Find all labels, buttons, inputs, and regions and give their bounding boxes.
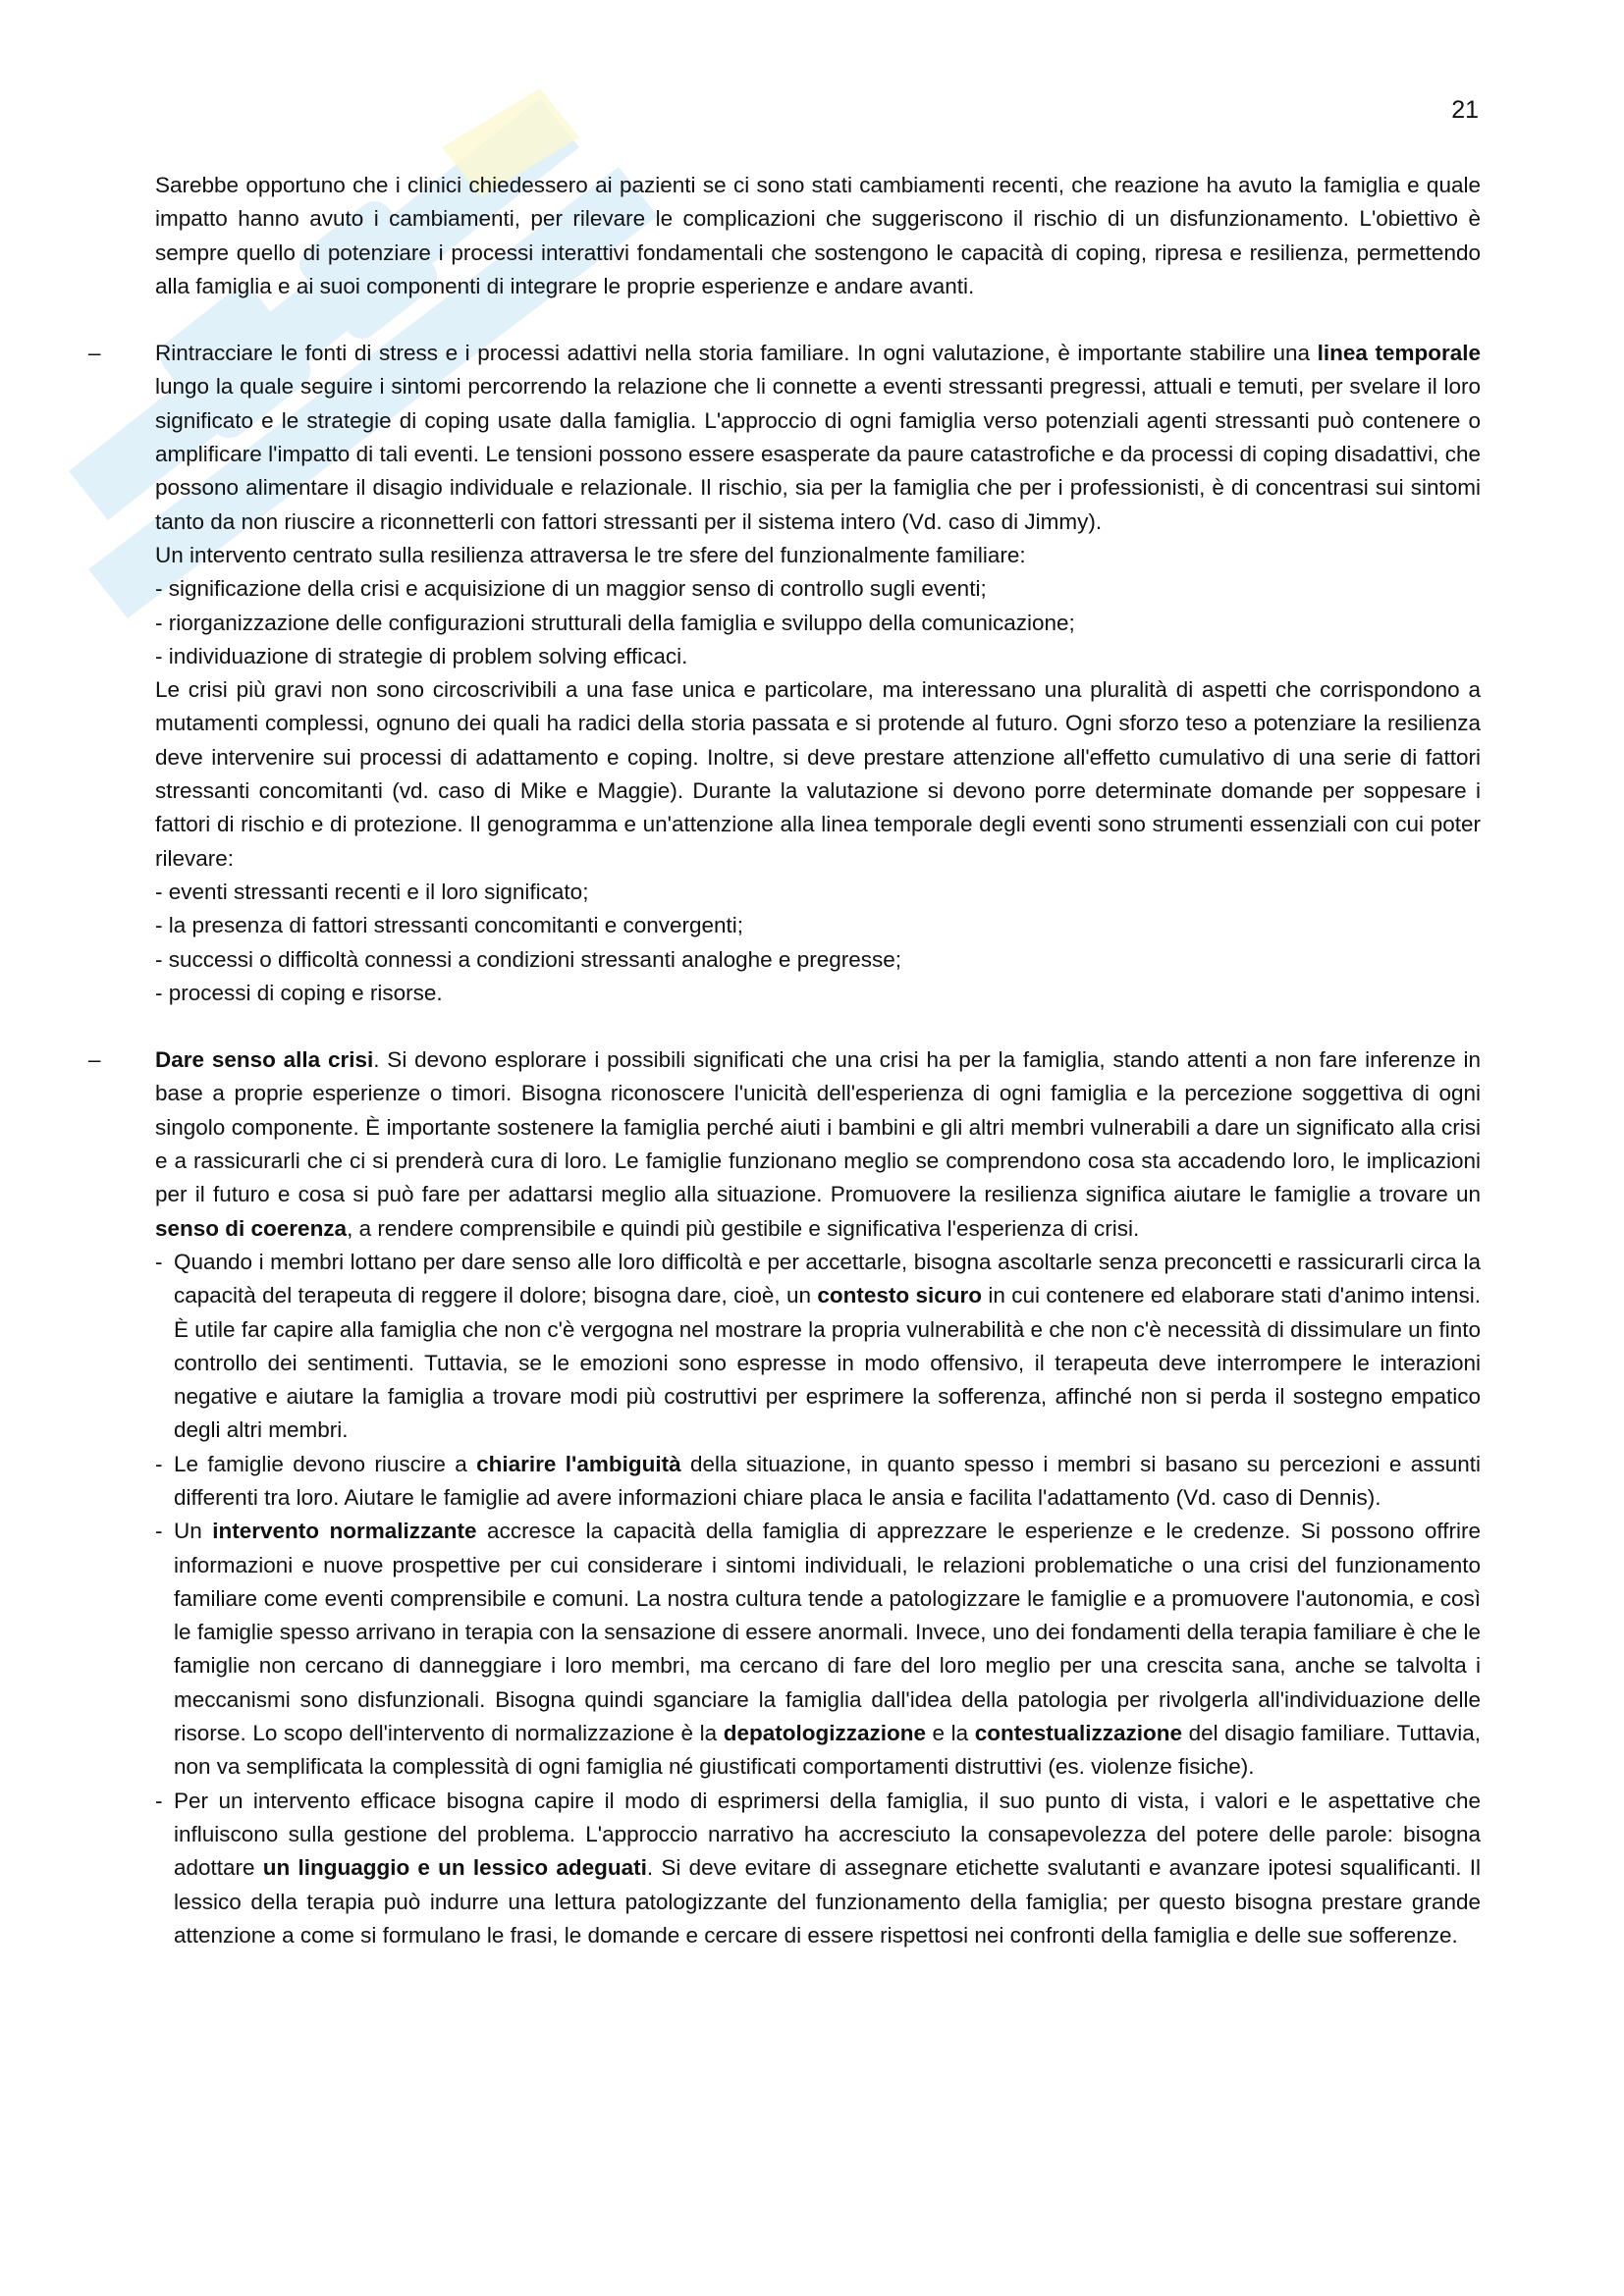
crisis-paragraph: Le crisi più gravi non sono circoscrivibili a una fase unica e particolare, ma interessano una pluralità di aspetti che corrispondono a mutamenti complessi, ognuno dei quali ha radici della storia passata e si protende al futuro. Ogni sforzo teso a potenziare la resilienza deve intervenire sui processi di adattamento e coping. Inoltre, si deve prestare attenzione all'effetto cumulativo di una serie di fattori stressanti concomitanti (vd. caso di Mike e Maggie). Durante la valutazione si devono porre determinate domande per soppesare i fattori di rischio e di protezione. Il genogramma e un'attenzione alla linea temporale degli eventi sono strumenti essenziali con cui poter rilevare: — [155, 677, 1481, 871]
intro-paragraph: Sarebbe opportuno che i clinici chiedessero ai pazienti se ci sono stati cambiamenti recenti, che reazione ha avuto la famiglia e quale impatto hanno avuto i cambiamenti, per rilevare le complicazioni che suggeriscono il rischio di un disfunzionamento. L'obiettivo è sempre quello di potenziare i processi interattivi fondamentali che sostengono le capacità di coping, ripresa e resilienza, permettendo alla famiglia e ai suoi componenti di integrare le proprie esperienze e andare avanti. — [155, 173, 1481, 298]
sub-item-ambiguity: - Le famiglie devono riuscire a chiarire l'ambiguità della situazione, in quanto spesso i membri si basano su percezioni e assunti differenti tra loro. Aiutare le famiglie ad avere informazioni chiare placa le ansia e facilita l'adattamento (Vd. caso di Dennis). — [155, 1451, 1482, 1510]
bold-dare-senso: Dare senso alla crisi — [155, 1047, 374, 1073]
detect-item: - processi di coping e risorse. — [155, 980, 443, 1005]
page-number: 21 — [1451, 96, 1479, 124]
bold-contestualizzazione: contestualizzazione — [974, 1721, 1183, 1746]
bold-depatologizzazione: depatologizzazione — [723, 1721, 926, 1746]
bold-intervento-normalizzante: intervento normalizzante — [212, 1519, 477, 1544]
bullet-dash: – — [88, 341, 101, 366]
stress-sources-paragraph: Rintracciare le fonti di stress e i processi adattivi nella storia familiare. In ogni valutazione, è importante stabilire una linea temporale lungo la quale seguire i sintomi percorrendo la relazione che li connette a eventi stressanti pregressi, attuali e temuti, per svelare il loro significato e le strategie di coping usate dalla famiglia. L'approccio di ogni famiglia verso potenziali agenti stressanti può contenere o amplificare l'impatto di tali eventi. Le tensioni possono essere esasperate da paure catastrofiche e da processi di coping disadattivi, che possono alimentare il disagio individuale e relazionale. Il rischio, sia per la famiglia che per i professionisti, è di concentrasi sui sintomi tanto da non riuscire a riconnetterli con fattori stressanti per il sistema intero (Vd. caso di Jimmy). — [155, 341, 1481, 534]
document-body — [88, 169, 1482, 1952]
bold-linguaggio-lessico: un linguaggio e un lessico adeguati — [262, 1855, 647, 1881]
section-stress-sources — [88, 337, 1481, 1010]
bold-chiarire-ambiguita: chiarire l'ambiguità — [476, 1451, 681, 1476]
bold-linea-temporale: linea temporale — [1317, 341, 1481, 366]
crisis-meaning-paragraph: Dare senso alla crisi. Si devono esplorare i possibili significati che una crisi ha per la famiglia, stando attenti a non fare inferenze in base a proprie esperienze o timori. Bisogna riconoscere l'unicità dell'esperienza di ogni famiglia e la percezione soggettiva di ogni singolo componente. È importante sostenere la famiglia perché aiuti i bambini e gli altri membri vulnerabili a dare un significato alla crisi e a rassicurarli che ci si prenderà cura di loro. Le famiglie funzionano meglio se comprendono cosa sta accadendo loro, le implicazioni per il futuro e cosa si può fare per adattarsi meglio alla situazione. Promuovere la resilienza significa aiutare le famiglie a trovare un senso di coerenza, a rendere comprensibile e quindi più gestibile e significativa l'esperienza di crisi. — [155, 1047, 1481, 1241]
sub-item-safe-context: - Quando i membri lottano per dare senso alle loro difficoltà e per accettarle, bisogna ascoltarle senza preconcetti e rassicurarli circa la capacità del terapeuta di reggere il dolore; bisogna dare, cioè, un contesto sicuro in cui contenere ed elaborare stati d'animo intensi. È utile far capire alla famiglia che non c'è vergogna nel mostrare la propria vulnerabilità e che non c'è necessità di dissimulare un finto controllo dei sentimenti. Tuttavia, se le emozioni sono espresse in modo offensivo, il terapeuta deve interrompere le interazioni negative e aiutare la famiglia a trovare modi più costruttivi per esprimere la sofferenza, affinché non si perda il sostegno empatico degli altri membri. — [155, 1249, 1481, 1443]
detect-item: - eventi stressanti recenti e il loro significato; — [155, 879, 589, 904]
sphere-item: - riorganizzazione delle configurazioni strutturali della famiglia e sviluppo della comunicazione; — [155, 610, 1075, 635]
bold-contesto-sicuro: contesto sicuro — [817, 1283, 983, 1308]
detect-item: - la presenza di fattori stressanti concomitanti e convergenti; — [155, 913, 744, 938]
bold-senso-coerenza: senso di coerenza — [155, 1215, 348, 1241]
sphere-item: - significazione della crisi e acquisizione di un maggior senso di controllo sugli eventi; — [155, 576, 987, 602]
sphere-item: - individuazione di strategie di problem solving efficaci. — [155, 643, 688, 668]
section-crisis-meaning — [88, 1043, 1482, 1952]
bullet-dash: – — [88, 1047, 101, 1073]
sub-item-language: - Per un intervento efficace bisogna capire il modo di esprimersi della famiglia, il suo punto di vista, i valori e le aspettative che influiscono sulla gestione del problema. L'approccio narrativo ha accresciuto la consapevolezza del potere delle parole: bisogna adottare un linguaggio e un lessico adeguati. Si deve evitare di assegnare etichette svalutanti e avanzare ipotesi squalificanti. Il lessico della terapia può indurre una lettura patologizzante del funzionamento della famiglia; per questo bisogna prestare grande attenzione a come si formulano le frasi, le domande e cercare di essere rispettosi nei confronti della famiglia e delle sue sofferenze. — [155, 1788, 1481, 1948]
detect-item: - successi o difficoltà connessi a condizioni stressanti analoghe e pregresse; — [155, 946, 902, 972]
sub-item-normalizing: - Un intervento normalizzante accresce la capacità della famiglia di apprezzare le esperienze e le credenze. Si possono offrire informazioni e nuove prospettive per cui considerare i sintomi individuali, le relazioni problematiche o una crisi del funzionamento familiare come eventi comprensibile e comuni. La nostra cultura tende a patologizzare le famiglie e a promuovere l'autonomia, e così le famiglie spesso arrivano in terapia con la sensazione di essere anormali. Invece, uno dei fondamenti della terapia familiare è che le famiglie non cercano di danneggiare i loro membri, ma cercano di fare del loro meglio per una crescita sana, anche se talvolta i meccanismi sono disfunzionali. Bisogna quindi sganciare la famiglia dall'idea della patologia per rivolgerla all'individuazione delle risorse. Lo scopo dell'intervento di normalizzazione è la depatologizzazione e la contestualizzazione del disagio familiare. Tuttavia, non va semplificata la complessità di ogni famiglia né giustificati comportamenti distruttivi (es. violenze fisiche). — [155, 1519, 1482, 1780]
intervention-intro: Un intervento centrato sulla resilienza attraversa le tre sfere del funzionalmente familiare: — [155, 542, 1026, 567]
